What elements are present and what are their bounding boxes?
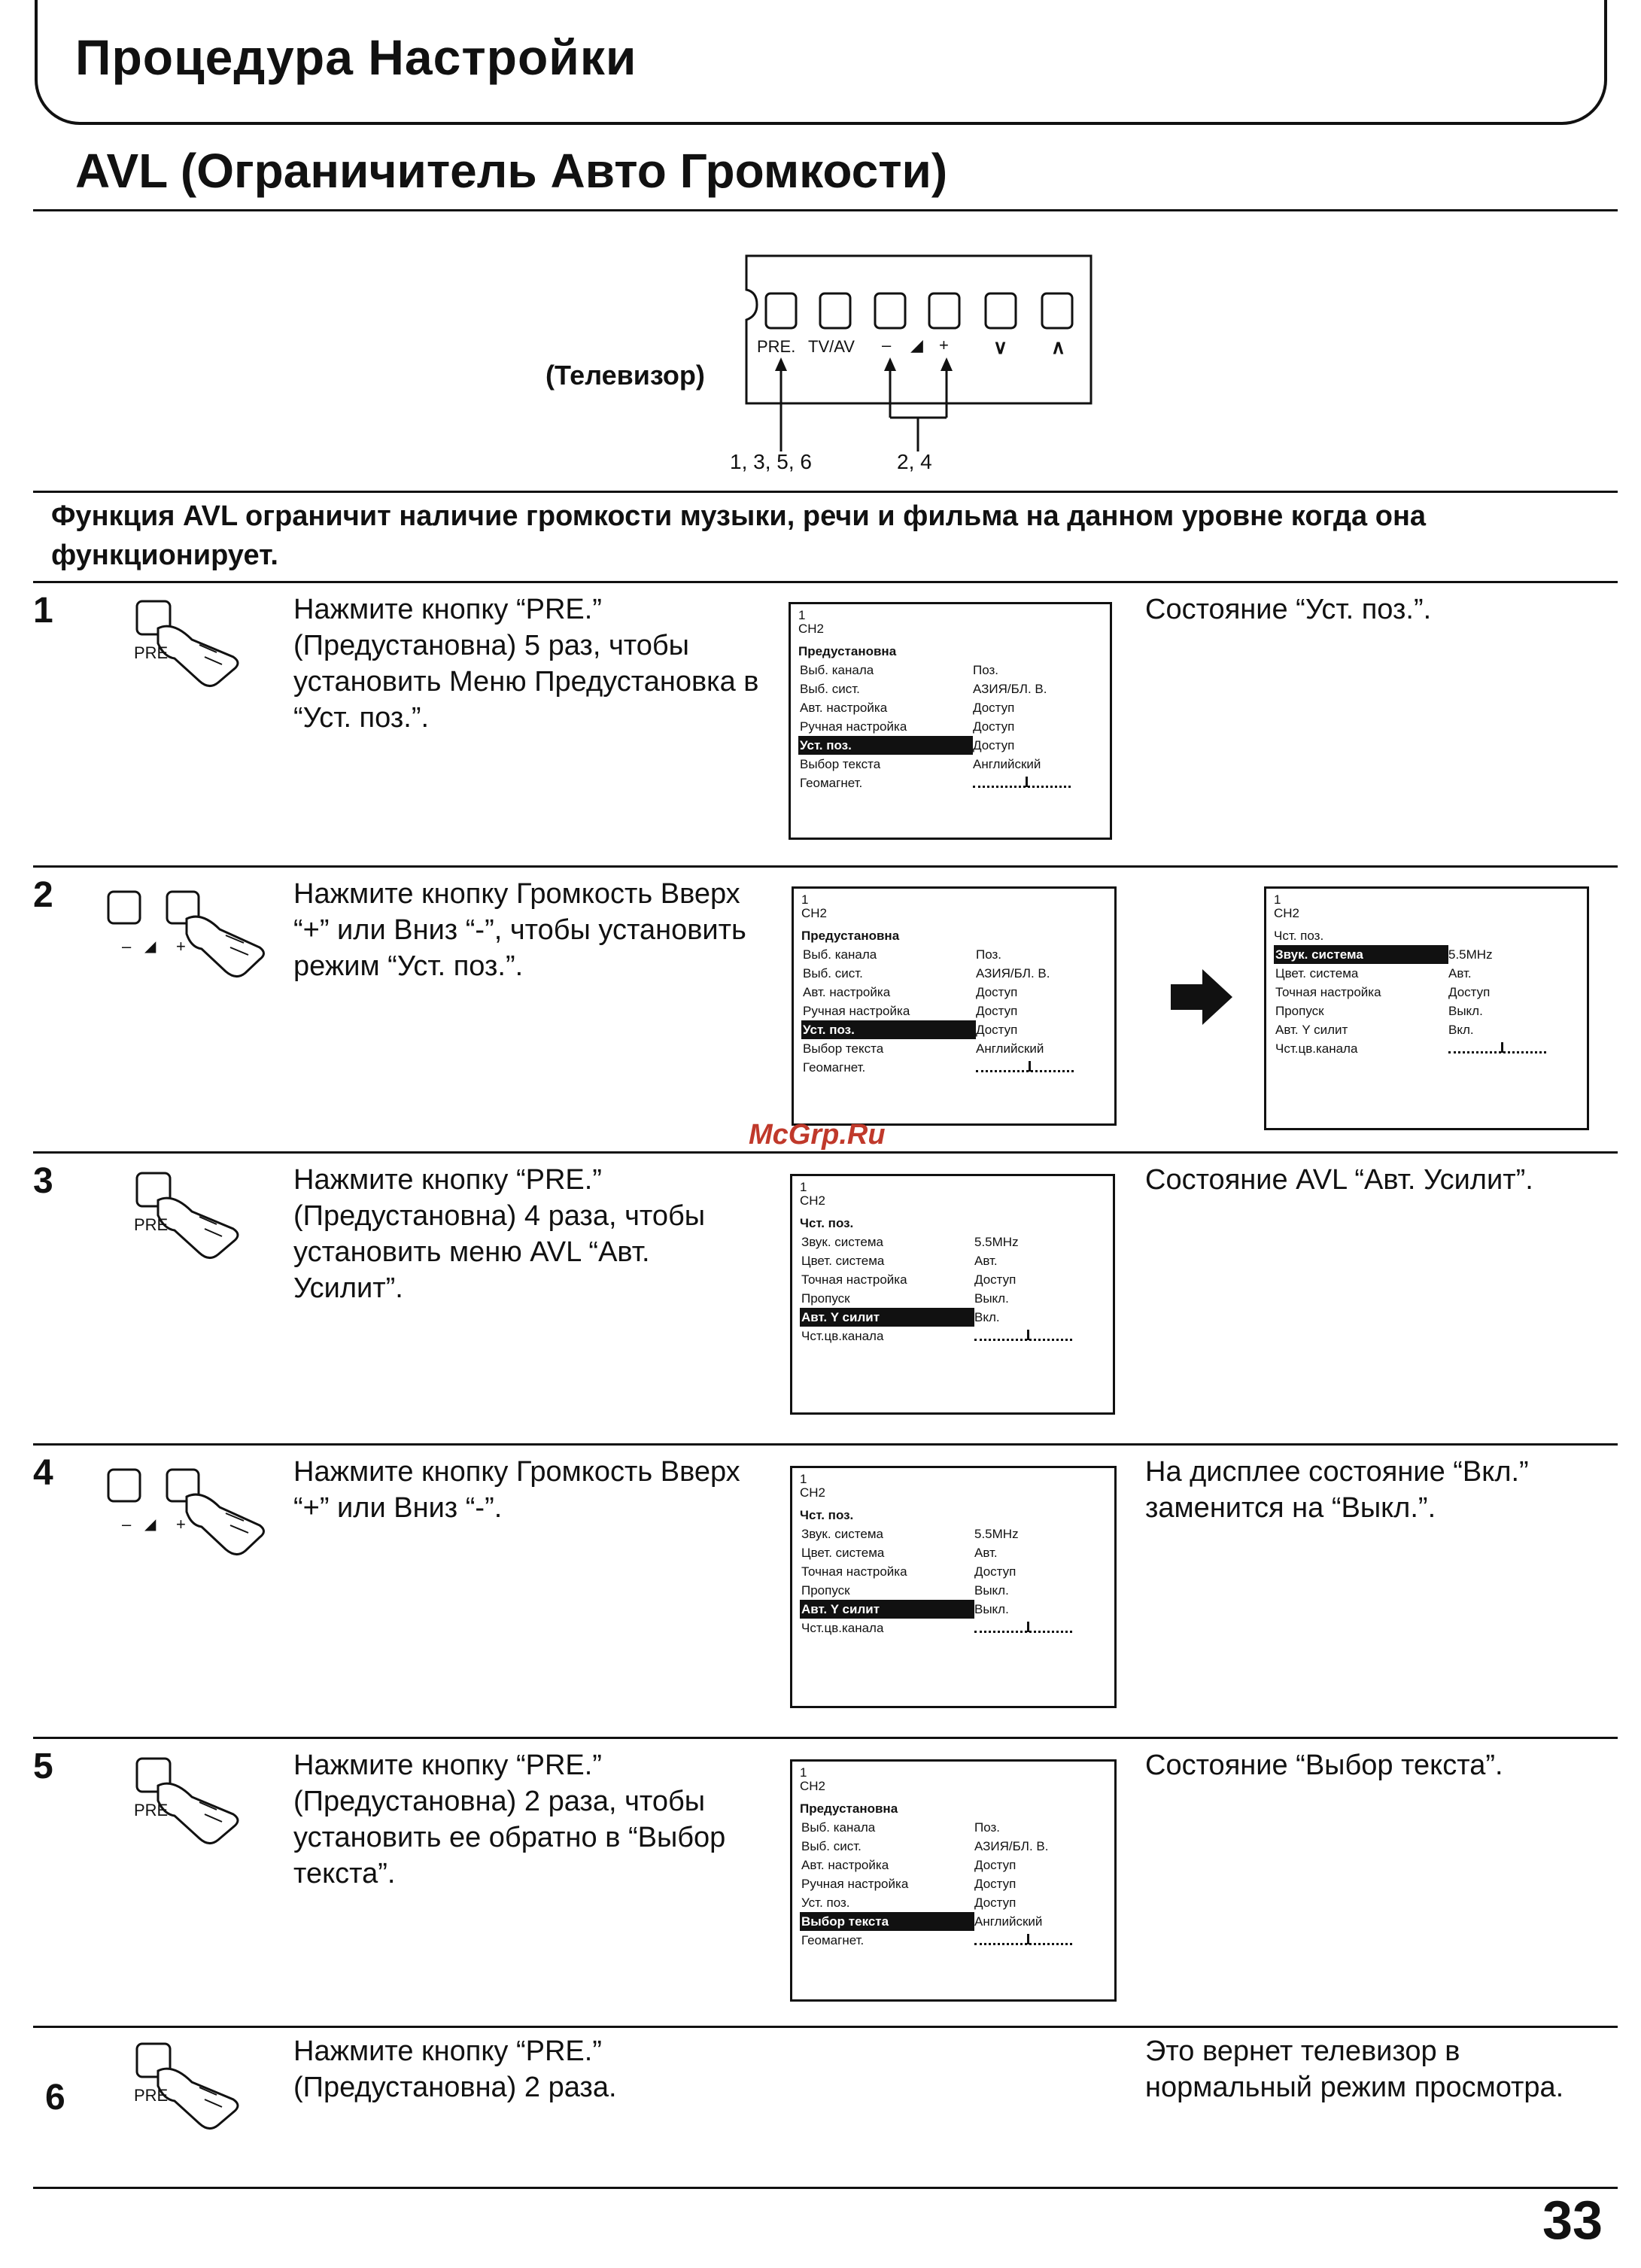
osd-row-selected [801, 1020, 1107, 1039]
osd-label: Ручная настройка [803, 1004, 910, 1018]
osd-row [800, 1562, 1107, 1581]
osd-position: 1 [800, 1765, 807, 1780]
section-title: AVL (Ограничитель Авто Громкости) [75, 144, 948, 198]
osd-position: 1 [798, 608, 806, 622]
button-label-pre: PRE. [757, 337, 796, 356]
step-result: Состояние “Выбор текста”. [1145, 1750, 1503, 1781]
divider [33, 2187, 1618, 2189]
volume-buttons-icon [105, 884, 271, 993]
step-result: На дисплее состояние “Вкл.” заменится на “Выкл.”. [1145, 1456, 1529, 1524]
osd-screen [792, 886, 1117, 1126]
osd-row [801, 1039, 1107, 1058]
osd-row [798, 774, 1102, 792]
osd-label: Геомагнет. [800, 776, 863, 790]
osd-label: Авт. Y силит [800, 1308, 974, 1327]
osd-label: Выбор текста [800, 757, 881, 771]
osd-label: Геомагнет. [801, 1933, 865, 1947]
osd-row [801, 964, 1107, 983]
osd-screen [790, 1174, 1115, 1415]
step-instruction: Нажмите кнопку “PRE.” (Предустановна) 4 раза, чтобы установить меню AVL “Авт. Усилит”. [293, 1164, 706, 1304]
callout-pre-steps: 1, 3, 5, 6 [730, 450, 812, 473]
step-number: 1 [33, 591, 53, 631]
step-instruction: Нажмите кнопку Громкость Вверх “+” или Вниз “-”. [293, 1456, 740, 1524]
osd-label: Точная настройка [801, 1272, 907, 1287]
osd-value: Авт. [974, 1254, 998, 1268]
osd-title: Предустановна [800, 1801, 898, 1816]
osd-channel: CH2 [800, 1193, 826, 1208]
osd-screen [790, 1759, 1117, 2002]
osd-label: Выб. канала [803, 947, 877, 962]
arrow-right-icon [1171, 969, 1234, 1025]
osd-label: Выб. сист. [800, 682, 860, 696]
osd-label: Звук. система [801, 1527, 883, 1541]
intro-text: Функция AVL ограничит наличие громкости музыки, речи и фильма на данном уровне когда она функционирует. [51, 500, 1427, 571]
osd-label: Выбор текста [800, 1912, 974, 1931]
osd-channel: CH2 [800, 1779, 826, 1793]
plus-icon: + [176, 1515, 186, 1534]
osd-label: Цвет. система [1275, 966, 1359, 980]
osd-value: Английский [973, 757, 1041, 771]
osd-row [800, 1327, 1105, 1345]
osd-row [800, 1251, 1105, 1270]
pre-icon-label: PRE [134, 643, 169, 662]
pre-button-icon [128, 2041, 248, 2142]
osd-label: Авт. Y силит [800, 1600, 974, 1619]
step-instruction: Нажмите кнопку “PRE.” (Предустановна) 2 раза. [293, 2035, 617, 2103]
osd-row [800, 1931, 1107, 1950]
osd-label: Точная настройка [801, 1564, 907, 1579]
osd-value: Поз. [974, 1820, 1000, 1835]
osd-position: 1 [801, 892, 809, 907]
osd-row [800, 1270, 1105, 1289]
osd-channel: CH2 [801, 906, 828, 920]
osd-position: 1 [800, 1180, 807, 1194]
osd-row [800, 1837, 1107, 1856]
osd-label: Авт. настройка [800, 701, 888, 715]
osd-label: Пропуск [1275, 1004, 1324, 1018]
osd-level-bar [976, 1064, 1074, 1072]
step-result: Состояние AVL “Авт. Усилит”. [1145, 1164, 1533, 1196]
button-label-volume: ◢ [910, 336, 923, 354]
divider [33, 491, 1618, 493]
osd-value: Доступ [974, 1858, 1017, 1872]
osd-label: Ручная настройка [801, 1877, 909, 1891]
tv-label: (Телевизор) [545, 360, 705, 391]
pre-button-icon [128, 1756, 248, 1857]
step-number: 6 [45, 2078, 65, 2118]
osd-label: Выбор текста [803, 1041, 884, 1056]
divider [33, 581, 1618, 583]
divider [33, 1443, 1618, 1446]
divider [33, 209, 1618, 211]
osd-label: Выб. сист. [803, 966, 863, 980]
button-label-down: ∨ [993, 336, 1008, 358]
osd-label: Выб. сист. [801, 1839, 862, 1853]
osd-row [801, 945, 1107, 964]
pre-icon-label: PRE [134, 2086, 169, 2105]
osd-label: Авт. Y силит [1275, 1023, 1348, 1037]
osd-screen [1264, 886, 1589, 1130]
osd-value: Доступ [976, 1004, 1018, 1018]
osd-value: Выкл. [974, 1583, 1009, 1598]
osd-value: Вкл. [974, 1310, 1000, 1324]
osd-title: Предустановна [798, 644, 897, 658]
osd-value: Доступ [973, 719, 1015, 734]
osd-value: Выкл. [974, 1602, 1009, 1616]
osd-label: Авт. настройка [803, 985, 891, 999]
osd-row [798, 661, 1102, 679]
osd-label: Авт. настройка [801, 1858, 889, 1872]
osd-value: Выкл. [1448, 1004, 1483, 1018]
pre-icon-label: PRE [134, 1215, 169, 1234]
step-number: 4 [33, 1453, 53, 1493]
osd-row [800, 1289, 1105, 1308]
osd-row-selected [800, 1912, 1107, 1931]
osd-level-bar [974, 1625, 1072, 1633]
page-number: 33 [1542, 2190, 1603, 2251]
osd-row [800, 1233, 1105, 1251]
osd-row [798, 698, 1102, 717]
osd-screen [790, 1466, 1117, 1708]
osd-level-bar [1448, 1045, 1546, 1053]
osd-value: АЗИЯ/БЛ. В. [973, 682, 1047, 696]
osd-value: Выкл. [974, 1291, 1009, 1306]
osd-label: Пропуск [801, 1583, 850, 1598]
osd-value: Авт. [1448, 966, 1472, 980]
osd-channel: CH2 [1274, 906, 1300, 920]
osd-value: АЗИЯ/БЛ. В. [974, 1839, 1049, 1853]
step-instruction: Нажмите кнопку Громкость Вверх “+” или Вниз “-”, чтобы установить режим “Уст. поз.”. [293, 878, 746, 982]
osd-label: Цвет. система [801, 1254, 885, 1268]
step-number: 5 [33, 1747, 53, 1786]
volume-icon: ◢ [144, 938, 157, 955]
osd-value: 5.5MHz [974, 1527, 1019, 1541]
osd-row [800, 1856, 1107, 1874]
step-result: Это вернет телевизор в нормальный режим просмотра. [1145, 2035, 1564, 2103]
osd-row-selected [800, 1308, 1105, 1327]
osd-label: Выб. канала [800, 663, 874, 677]
button-label-tvav: TV/AV [808, 337, 855, 356]
divider [33, 1737, 1618, 1739]
osd-value: Доступ [973, 701, 1015, 715]
osd-value: Поз. [976, 947, 1001, 962]
osd-label: Уст. поз. [798, 736, 973, 755]
osd-label: Чст.цв.канала [801, 1329, 884, 1343]
osd-row [801, 1002, 1107, 1020]
osd-row-selected [798, 736, 1102, 755]
step-instruction: Нажмите кнопку “PRE.” (Предустановна) 5 раз, чтобы установить Меню Предустановка в “Уст. поз.”. [293, 594, 759, 734]
osd-value: Доступ [976, 1023, 1018, 1037]
step-number: 2 [33, 875, 53, 915]
osd-value: Доступ [974, 1564, 1017, 1579]
osd-label: Пропуск [801, 1291, 850, 1306]
osd-label: Ручная настройка [800, 719, 907, 734]
page-title: Процедура Настройки [75, 29, 637, 85]
osd-title: Чст. поз. [800, 1508, 854, 1522]
osd-label: Цвет. система [801, 1546, 885, 1560]
osd-screen [789, 602, 1112, 840]
osd-row [1274, 1039, 1579, 1058]
osd-label: Геомагнет. [803, 1060, 866, 1075]
divider [33, 865, 1618, 868]
osd-row [800, 1619, 1107, 1637]
button-label-minus: – [882, 336, 892, 354]
osd-row [800, 1543, 1107, 1562]
osd-value: Доступ [974, 1877, 1017, 1891]
osd-label: Уст. поз. [801, 1896, 850, 1910]
osd-level-bar [974, 1937, 1072, 1945]
volume-icon: ◢ [144, 1516, 157, 1533]
volume-buttons-icon [105, 1462, 271, 1571]
divider [33, 1151, 1618, 1154]
osd-row [1274, 964, 1579, 983]
plus-icon: + [176, 937, 186, 956]
button-label-plus: + [939, 336, 949, 354]
pre-button-icon [128, 598, 248, 700]
pre-button-icon [128, 1170, 248, 1272]
osd-value: Доступ [973, 738, 1015, 752]
osd-value: Авт. [974, 1546, 998, 1560]
osd-label: Точная настройка [1275, 985, 1381, 999]
osd-value: Английский [974, 1914, 1043, 1929]
osd-label: Чст.цв.канала [1275, 1041, 1358, 1056]
osd-label: Звук. система [801, 1235, 883, 1249]
osd-row [1274, 1020, 1579, 1039]
osd-row [1274, 1002, 1579, 1020]
osd-title: Чст. поз. [1274, 929, 1324, 943]
pre-icon-label: PRE [134, 1801, 169, 1820]
minus-icon: – [122, 1515, 132, 1534]
osd-label: Чст.цв.канала [801, 1621, 884, 1635]
osd-position: 1 [800, 1472, 807, 1486]
osd-value: АЗИЯ/БЛ. В. [976, 966, 1050, 980]
osd-row [801, 1058, 1107, 1077]
osd-value: Английский [976, 1041, 1044, 1056]
osd-value: 5.5MHz [974, 1235, 1019, 1249]
osd-title: Чст. поз. [800, 1216, 854, 1230]
osd-label: Выб. канала [801, 1820, 876, 1835]
minus-icon: – [122, 937, 132, 956]
osd-row [800, 1581, 1107, 1600]
osd-row [800, 1893, 1107, 1912]
osd-row [1274, 983, 1579, 1002]
watermark: McGrp.Ru [749, 1119, 886, 1151]
step-result: Состояние “Уст. поз.”. [1145, 594, 1432, 625]
osd-value: Доступ [1448, 985, 1491, 999]
osd-value: Вкл. [1448, 1023, 1474, 1037]
callout-volume-steps: 2, 4 [897, 450, 932, 473]
button-label-up: ∧ [1051, 336, 1066, 358]
osd-row-selected [800, 1600, 1107, 1619]
osd-row-selected [1274, 945, 1579, 964]
osd-level-bar [974, 1333, 1072, 1341]
osd-row [798, 679, 1102, 698]
osd-row [800, 1525, 1107, 1543]
osd-row [801, 983, 1107, 1002]
osd-value: 5.5MHz [1448, 947, 1493, 962]
osd-row [800, 1818, 1107, 1837]
osd-title: Предустановна [801, 929, 900, 943]
osd-level-bar [973, 780, 1071, 788]
osd-value: Поз. [973, 663, 998, 677]
osd-value: Доступ [974, 1272, 1017, 1287]
step-number: 3 [33, 1161, 53, 1201]
osd-row [800, 1874, 1107, 1893]
osd-position: 1 [1274, 892, 1281, 907]
osd-row [798, 755, 1102, 774]
step-instruction: Нажмите кнопку “PRE.” (Предустановна) 2 раза, чтобы установить ее обратно в “Выбор текста”. [293, 1750, 726, 1889]
divider [33, 2026, 1618, 2028]
osd-channel: CH2 [800, 1485, 826, 1500]
osd-label: Уст. поз. [801, 1020, 976, 1039]
osd-label: Звук. система [1274, 945, 1448, 964]
osd-row [798, 717, 1102, 736]
osd-value: Доступ [974, 1896, 1017, 1910]
osd-channel: CH2 [798, 622, 825, 636]
osd-value: Доступ [976, 985, 1018, 999]
